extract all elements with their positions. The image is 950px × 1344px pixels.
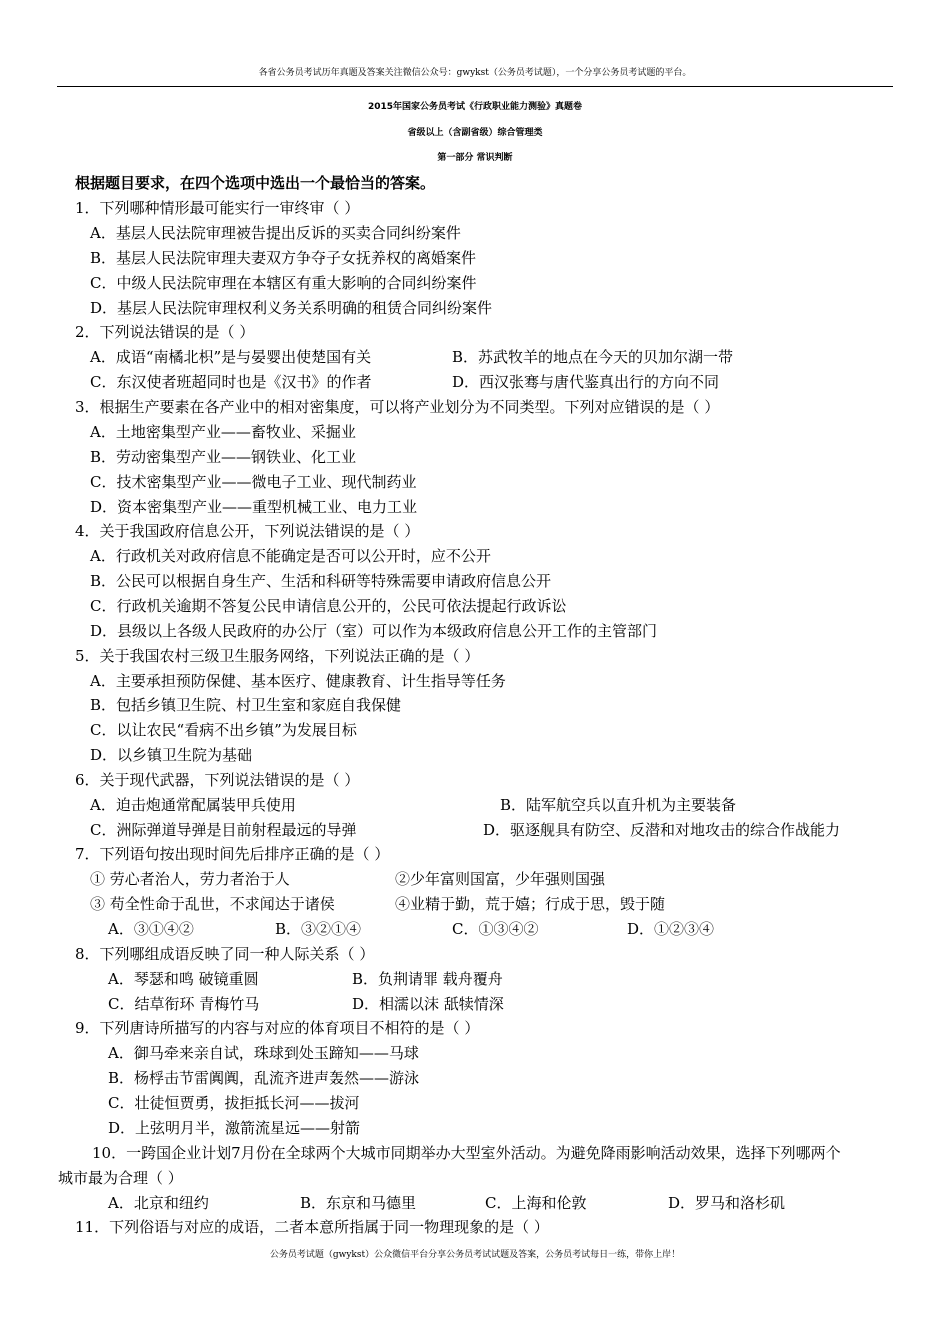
option-b: B．基层人民法院审理夫妻双方争夺子女抚养权的离婚案件 [90, 249, 477, 267]
option-d: D．西汉张骞与唐代鉴真出行的方向不同 [452, 373, 720, 391]
question-stem: 2．下列说法错误的是（ ） [75, 323, 255, 341]
instruction: 根据题目要求，在四个选项中选出一个最恰当的答案。 [75, 174, 436, 192]
option-b: B．劳动密集型产业——钢铁业、化工业 [90, 448, 357, 466]
option-d: D．①②③④ [627, 920, 715, 938]
question-stem: 5．关于我国农村三级卫生服务网络，下列说法正确的是（ ） [75, 647, 480, 665]
option-a: A．御马牵来亲自试，珠球到处玉蹄知——马球 [108, 1044, 419, 1062]
option-a: A．行政机关对政府信息不能确定是否可以公开时，应不公开 [90, 547, 491, 565]
option-d: D．县级以上各级人民政府的办公厅（室）可以作为本级政府信息公开工作的主管部门 [90, 622, 658, 640]
option-a: A．北京和纽约 [108, 1194, 209, 1212]
option-c: C．①③④② [452, 920, 539, 938]
statement-1: ① 劳心者治人，劳力者治于人 [90, 870, 290, 888]
question-stem: 9．下列唐诗所描写的内容与对应的体育项目不相符的是（ ） [75, 1019, 480, 1037]
option-c: C．上海和伦敦 [485, 1194, 587, 1212]
option-d: D．资本密集型产业——重型机械工业、电力工业 [90, 498, 418, 516]
option-a: A．③①④② [108, 920, 194, 938]
option-c: C．以让农民“看病不出乡镇”为发展目标 [90, 721, 357, 739]
option-d: D．以乡镇卫生院为基础 [90, 746, 253, 764]
option-d: D．驱逐舰具有防空、反潜和对地攻击的综合作战能力 [483, 821, 841, 839]
option-c: C．壮徒恒贾勇，拔拒抵长河——拔河 [108, 1094, 360, 1112]
statement-2: ②少年富则国富，少年强则国强 [395, 870, 606, 888]
statement-3: ③ 苟全性命于乱世，不求闻达于诸侯 [90, 895, 335, 913]
option-b: B．东京和马德里 [300, 1194, 417, 1212]
question-stem-continued: 城市最为合理（ ） [58, 1169, 183, 1187]
option-c: C．行政机关逾期不答复公民申请信息公开的，公民可依法提起行政诉讼 [90, 597, 567, 615]
option-d: D．罗马和洛杉矶 [668, 1194, 786, 1212]
exam-title: 2015年国家公务员考试《行政职业能力测验》真题卷 [367, 102, 583, 112]
option-b: B．包括乡镇卫生院、村卫生室和家庭自我保健 [90, 696, 402, 714]
option-b: B．杨桴击节雷阗阗，乱流齐进声轰然——游泳 [108, 1069, 420, 1087]
option-b: B．陆军航空兵以直升机为主要装备 [500, 796, 737, 814]
option-d: D．相濡以沫 舐犊情深 [352, 995, 504, 1013]
question-stem: 3．根据生产要素在各产业中的相对密集度，可以将产业划分为不同类型。下列对应错误的是（ ） [75, 398, 720, 416]
option-a: A．成语“南橘北枳”是与晏婴出使楚国有关 [90, 348, 372, 366]
footer-note: 公务员考试题（gwykst）公众微信平台分享公务员考试试题及答案，公务员考试每日一练，带你上岸！ [269, 1250, 681, 1260]
option-c: C．洲际弹道导弹是目前射程最远的导弹 [90, 821, 357, 839]
option-c: C．东汉使者班超同时也是《汉书》的作者 [90, 373, 372, 391]
option-a: A．基层人民法院审理被告提出反诉的买卖合同纠纷案件 [90, 224, 461, 242]
question-stem: 6．关于现代武器，下列说法错误的是（ ） [75, 771, 360, 789]
option-a: A．琴瑟和鸣 破镜重圆 [108, 970, 259, 988]
question-stem: 10．一跨国企业计划7月份在全球两个大城市同期举办大型室外活动。为避免降雨影响活动效果，选择下列哪两个 [92, 1144, 841, 1162]
option-c: C．中级人民法院审理在本辖区有重大影响的合同纠纷案件 [90, 274, 477, 292]
question-stem: 7．下列语句按出现时间先后排序正确的是（ ） [75, 845, 390, 863]
option-c: C．结草衔环 青梅竹马 [108, 995, 260, 1013]
header-note: 各省公务员考试历年真题及答案关注微信公众号：gwykst（公务员考试题），一个分享公务员考试题的平台。 [258, 68, 692, 78]
header-divider [57, 86, 893, 87]
section-title: 第一部分 常识判断 [437, 153, 513, 163]
option-b: B．负荆请罪 载舟覆舟 [352, 970, 503, 988]
option-a: A．主要承担预防保健、基本医疗、健康教育、计生指导等任务 [90, 672, 506, 690]
question-stem: 4．关于我国政府信息公开，下列说法错误的是（ ） [75, 522, 420, 540]
option-b: B．苏武牧羊的地点在今天的贝加尔湖一带 [452, 348, 734, 366]
exam-subtitle: 省级以上（含副省级）综合管理类 [407, 128, 543, 138]
option-b: B．公民可以根据自身生产、生活和科研等特殊需要申请政府信息公开 [90, 572, 552, 590]
option-d: D．基层人民法院审理权利义务关系明确的租赁合同纠纷案件 [90, 299, 493, 317]
statement-4: ④业精于勤，荒于嬉；行成于思，毁于随 [395, 895, 666, 913]
question-stem: 11．下列俗语与对应的成语，二者本意所指属于同一物理现象的是（ ） [75, 1218, 549, 1236]
option-d: D．上弦明月半，激箭流星远——射箭 [108, 1119, 361, 1137]
question-stem: 8．下列哪组成语反映了同一种人际关系（ ） [75, 945, 375, 963]
option-a: A．土地密集型产业——畜牧业、采掘业 [90, 423, 356, 441]
option-c: C．技术密集型产业——微电子工业、现代制药业 [90, 473, 417, 491]
question-stem: 1．下列哪种情形最可能实行一审终审（ ） [75, 199, 360, 217]
option-b: B．③②①④ [275, 920, 362, 938]
option-a: A．迫击炮通常配属装甲兵使用 [90, 796, 296, 814]
